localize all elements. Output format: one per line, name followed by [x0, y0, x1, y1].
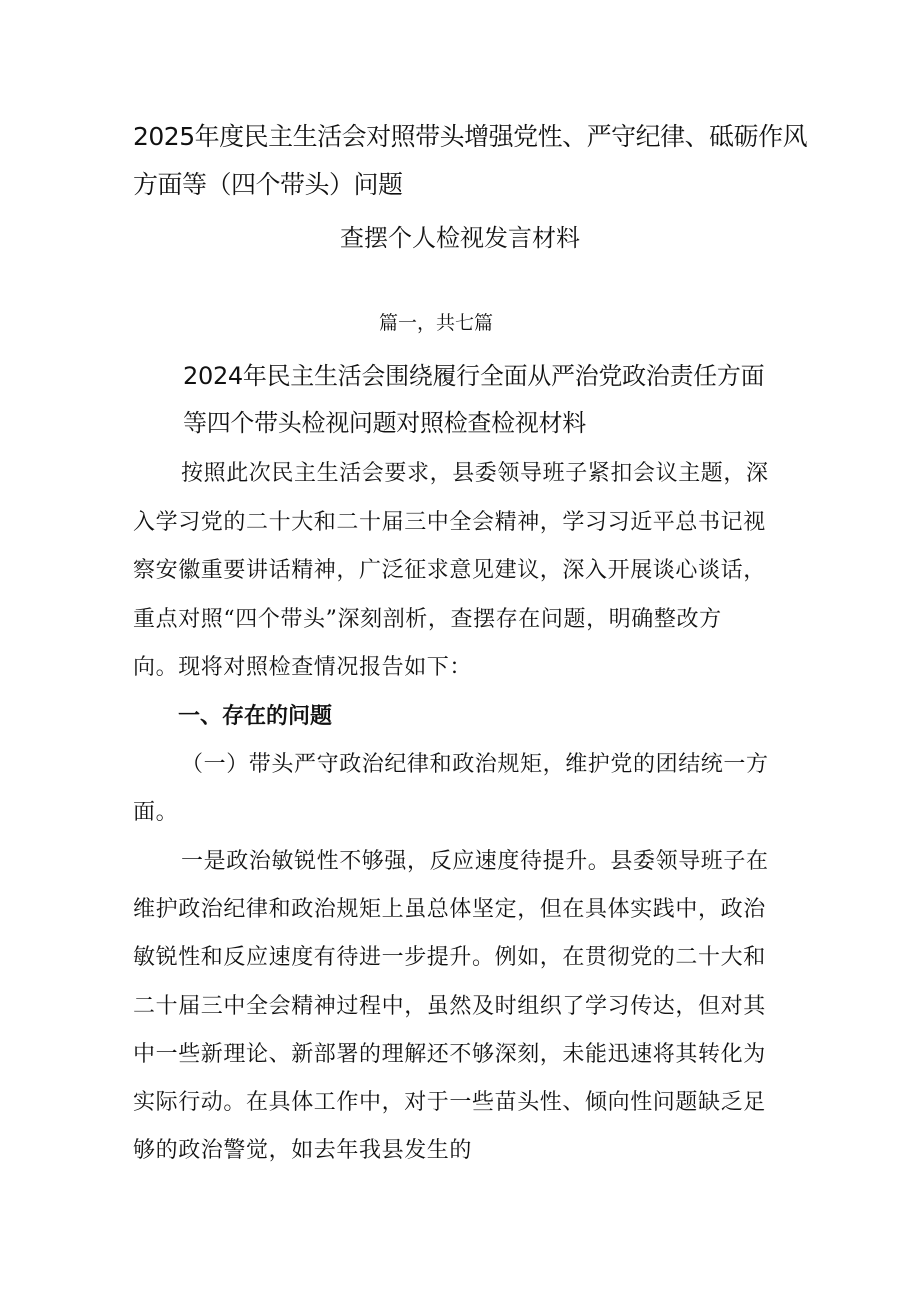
paragraph-line: 二十届三中全会精神过程中，虽然及时组织了学习传达，但对其: [133, 994, 766, 1019]
main-title-line-2: 方面等（四个带头）问题: [133, 170, 403, 199]
intro-line: 向。现将对照检查情况报告如下：: [133, 655, 473, 680]
subheading-line: 面。: [133, 800, 179, 825]
intro-line: 察安徽重要讲话精神，广泛征求意见建议，深入开展谈心谈话，: [133, 558, 766, 583]
main-title-line-1: 2025年度民主生活会对照带头增强党性、严守纪律、砥砺作风: [133, 122, 808, 151]
section-label: 篇一，共七篇: [379, 312, 494, 334]
paragraph-line: 一是政治敏锐性不够强，反应速度待提升。县委领导班子在: [181, 849, 769, 874]
paragraph-line: 中一些新理论、新部署的理解还不够深刻，未能迅速将其转化为: [133, 1042, 766, 1067]
intro-line: 按照此次民主生活会要求，县委领导班子紧扣会议主题，深: [181, 461, 769, 486]
paragraph-line: 维护政治纪律和政治规矩上虽总体坚定，但在具体实践中，政治: [133, 897, 766, 922]
paragraph-line: 敏锐性和反应速度有待进一步提升。例如，在贯彻党的二十大和: [133, 945, 766, 970]
intro-line: 重点对照“四个带头”深刻剖析，查摆存在问题，明确整改方: [133, 607, 722, 632]
article-title-line-1: 2024年民主生活会围绕履行全面从严治党政治责任方面: [183, 362, 765, 390]
paragraph-line: 够的政治警觉，如去年我县发生的: [133, 1138, 473, 1163]
paragraph-line: 实际行动。在具体工作中，对于一些苗头性、倾向性问题缺乏足: [133, 1090, 766, 1115]
intro-line: 入学习党的二十大和二十届三中全会精神，学习习近平总书记视: [133, 510, 766, 535]
main-title-line-3: 查摆个人检视发言材料: [340, 224, 580, 252]
heading-existing-problems: 一、存在的问题: [178, 703, 333, 729]
article-title-line-2: 等四个带头检视问题对照检查检视材料: [183, 409, 586, 437]
subheading-line: （一）带头严守政治纪律和政治规矩，维护党的团结统一方: [181, 752, 769, 777]
